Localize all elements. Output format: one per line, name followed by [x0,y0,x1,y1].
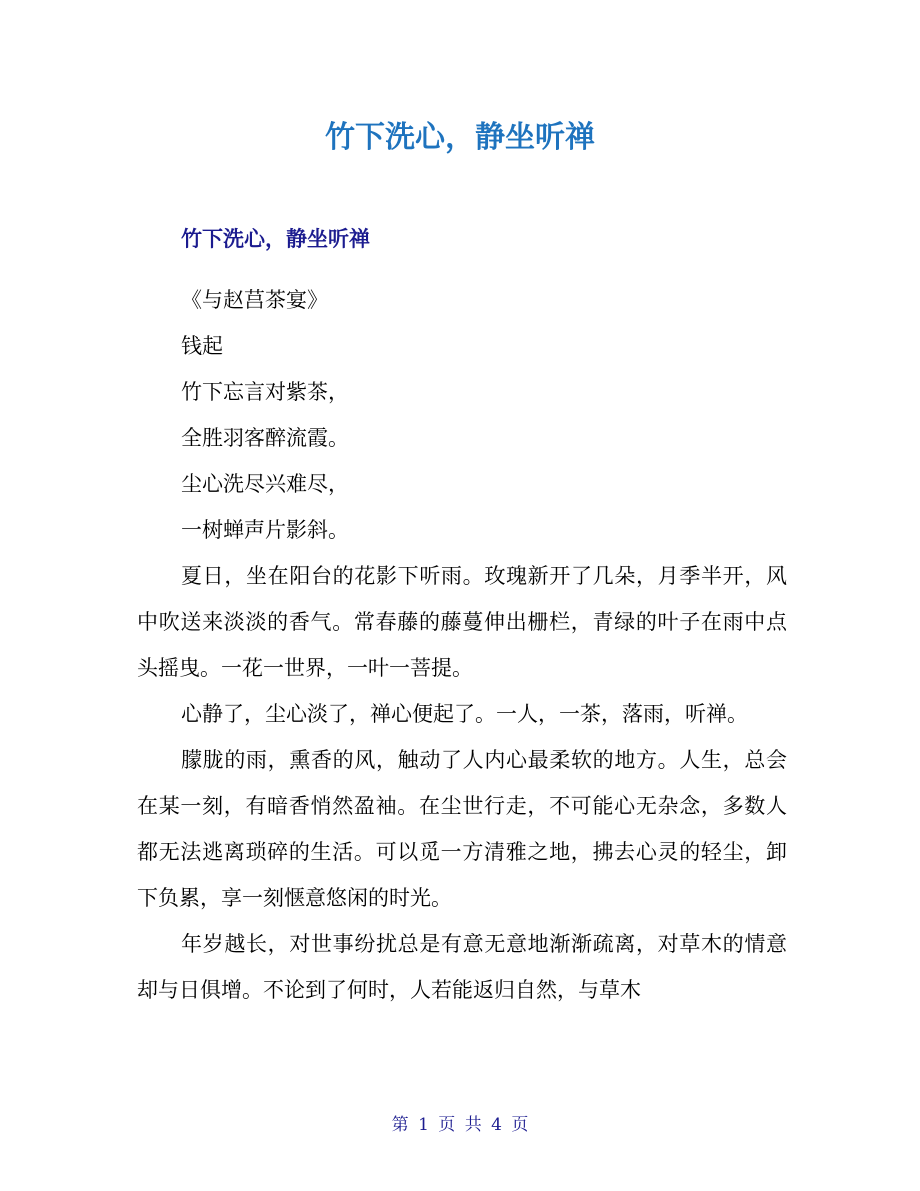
paragraph: 年岁越长，对世事纷扰总是有意无意地渐渐疏离，对草木的情意却与日俱增。不论到了何时，人若能返归自然，与草木 [137,932,787,1002]
page-number-footer: 第 1 页 共 4 页 [391,1115,529,1135]
section-heading: 竹下洗心，静坐听禅 [181,227,370,251]
paragraph: 心静了，尘心淡了，禅心便起了。一人，一茶，落雨，听禅。 [181,702,748,726]
poem-line: 全胜羽客醉流霞。 [181,426,349,450]
page-title: 竹下洗心，静坐听禅 [325,120,595,155]
poem-line: 尘心洗尽兴难尽， [181,472,349,496]
paragraph: 夏日，坐在阳台的花影下听雨。玫瑰新开了几朵，月季半开，风中吹送来淡淡的香气。常春藤的藤蔓伸出栅栏，青绿的叶子在雨中点头摇曳。一花一世界，一叶一菩提。 [137,564,787,680]
paragraph: 朦胧的雨，熏香的风，触动了人内心最柔软的地方。人生，总会在某一刻，有暗香悄然盈袖。在尘世行走，不可能心无杂念，多数人都无法逃离琐碎的生活。可以觅一方清雅之地，拂去心灵的轻尘，卸下负累，享一刻惬意悠闲的时光。 [137,748,787,910]
poem-author: 钱起 [181,334,223,358]
poem-line: 竹下忘言对紫茶， [181,380,349,404]
poem-title: 《与赵莒茶宴》 [181,288,328,312]
document-body [137,277,787,1013]
poem-line: 一树蝉声片影斜。 [181,518,349,542]
